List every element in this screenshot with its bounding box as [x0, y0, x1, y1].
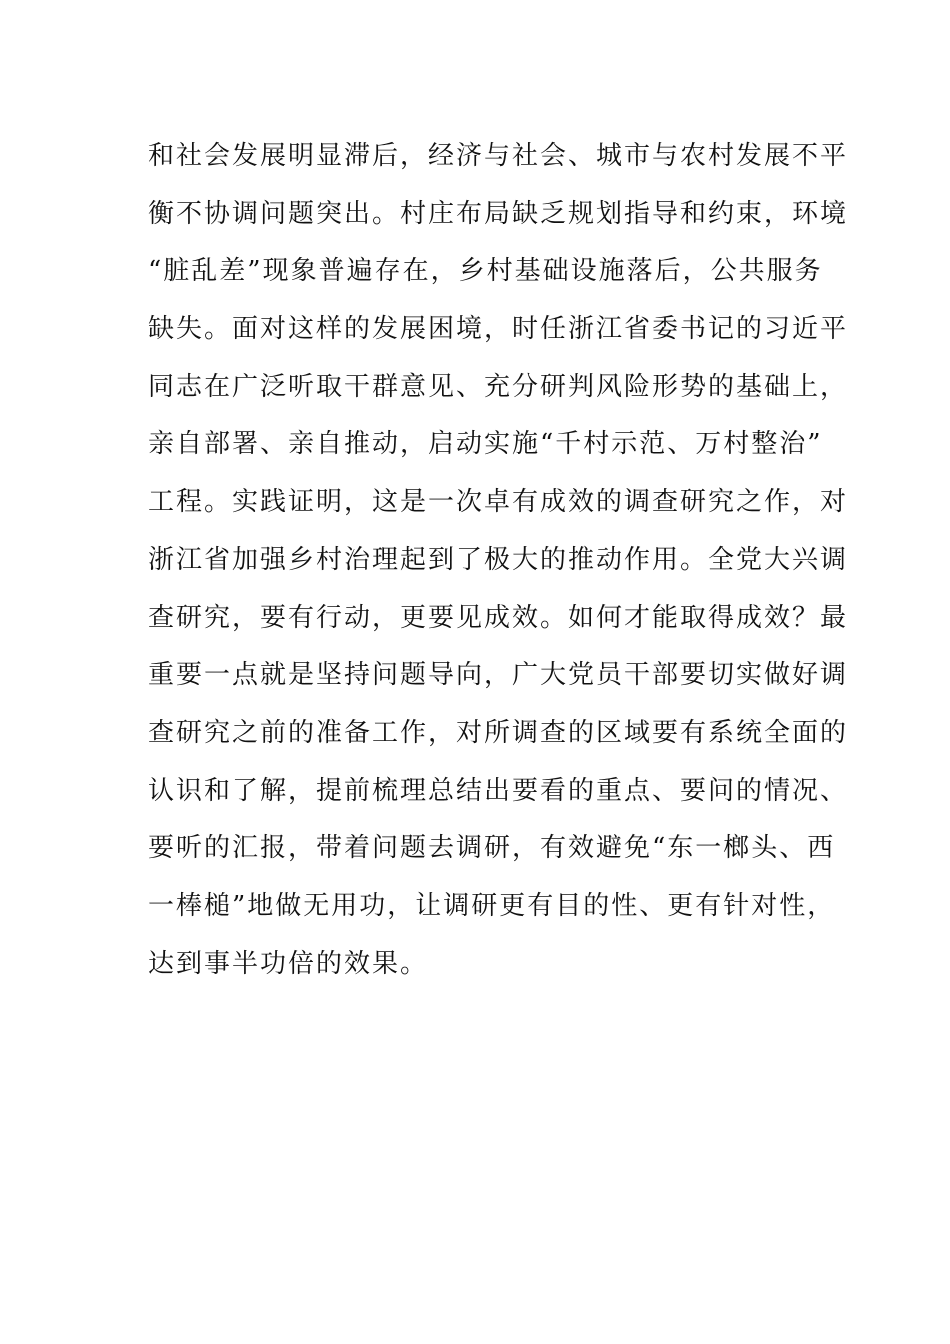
text-line: 一棒槌”地做无用功，让调研更有目的性、更有针对性， — [148, 890, 836, 921]
text-line: 浙江省加强乡村治理起到了极大的推动作用。全党大兴调 — [148, 544, 849, 575]
text-line: 重要一点就是坚持问题导向，广大党员干部要切实做好调 — [148, 660, 849, 691]
text-line: 亲自部署、亲自推动，启动实施“千村示范、万村整治” — [148, 429, 823, 460]
text-line: 同志在广泛听取干群意见、充分研判风险形势的基础上， — [148, 371, 849, 402]
text-line: “脏乱差”现象普遍存在，乡村基础设施落后，公共服务 — [148, 256, 823, 287]
text-line: 衡不协调问题突出。村庄布局缺乏规划指导和约束，环境 — [148, 198, 849, 229]
text-line: 工程。实践证明，这是一次卓有成效的调查研究之作，对 — [148, 487, 849, 518]
text-line: 达到事半功倍的效果。 — [148, 948, 429, 979]
text-line: 查研究之前的准备工作，对所调查的区域要有系统全面的 — [148, 717, 849, 748]
text-line: 要听的汇报，带着问题去调研，有效避免“东一榔头、西 — [148, 833, 836, 864]
text-line: 查研究，要有行动，更要见成效。如何才能取得成效？最 — [148, 602, 849, 633]
body-paragraph — [148, 128, 849, 993]
text-line: 和社会发展明显滞后，经济与社会、城市与农村发展不平 — [148, 141, 849, 171]
text-line: 认识和了解，提前梳理总结出要看的重点、要问的情况、 — [148, 775, 849, 806]
text-line: 缺失。面对这样的发展困境，时任浙江省委书记的习近平 — [148, 314, 849, 345]
